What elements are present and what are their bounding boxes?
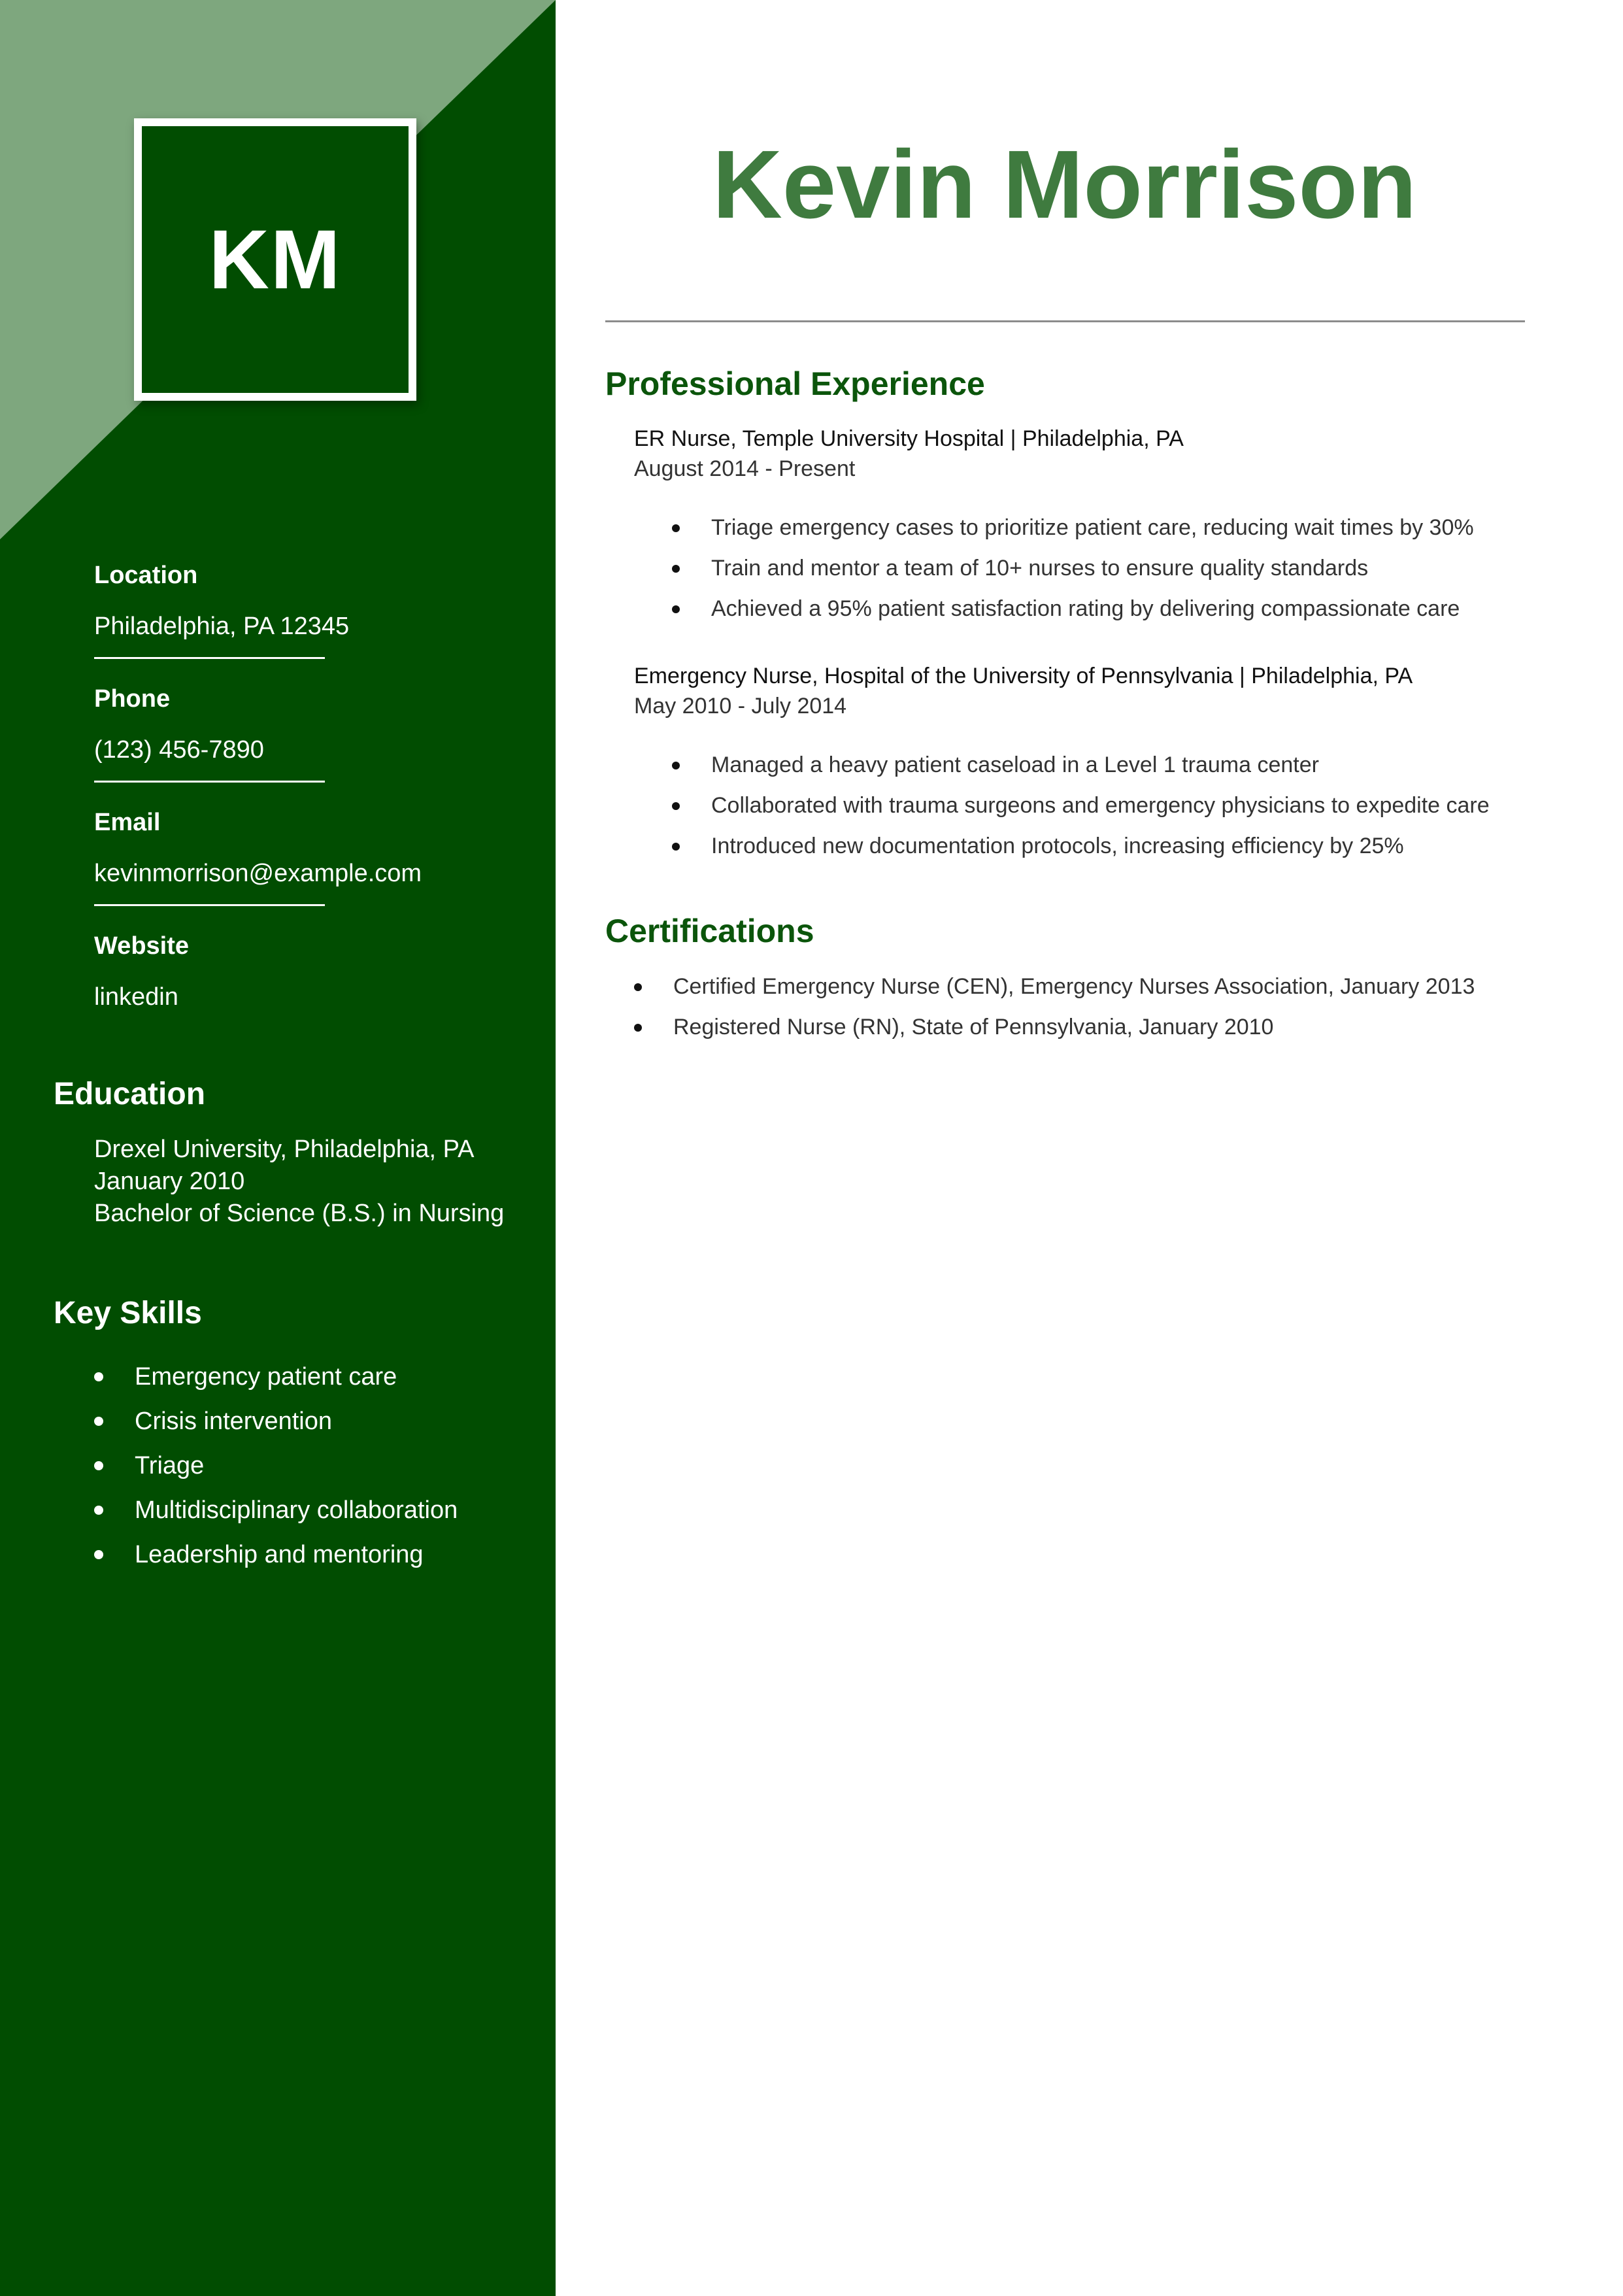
bullet-text: Train and mentor a team of 10+ nurses to ensure quality standards (711, 556, 1369, 581)
list-item (94, 1443, 519, 1488)
job-bullets (672, 745, 1549, 866)
certifications-list (634, 966, 1549, 1047)
skill-label: Multidisciplinary collaboration (135, 1496, 458, 1524)
skill-label: Leadership and mentoring (135, 1541, 424, 1568)
contact-website (94, 930, 499, 1013)
bullet-icon (94, 1372, 103, 1381)
website-label: Website (94, 932, 190, 960)
bullet-icon (634, 1024, 642, 1032)
education-degree: Bachelor of Science (B.S.) in Nursing (94, 1200, 505, 1227)
email-value[interactable]: kevinmorrison@example.com (94, 860, 422, 887)
location-value: Philadelphia, PA 12345 (94, 613, 350, 640)
list-item (672, 507, 1549, 548)
contact-location (94, 559, 499, 659)
email-label: Email (94, 809, 161, 836)
certification-text: Certified Emergency Nurse (CEN), Emergency Nurses Association, January 2013 (673, 974, 1475, 999)
header-divider (605, 320, 1525, 322)
bullet-icon (672, 565, 680, 573)
contact-info (94, 559, 499, 1013)
experience-title: Professional Experience (605, 365, 985, 402)
list-item (94, 1488, 519, 1532)
bullet-icon (94, 1417, 103, 1426)
list-item (634, 1007, 1549, 1047)
list-item (94, 1355, 519, 1399)
skill-label: Crisis intervention (135, 1408, 332, 1435)
certification-text: Registered Nurse (RN), State of Pennsylvania, January 2010 (673, 1015, 1274, 1039)
phone-value: (123) 456-7890 (94, 736, 264, 764)
list-item (672, 588, 1549, 629)
bullet-icon (672, 524, 680, 532)
education-title: Education (54, 1077, 206, 1111)
bullet-icon (672, 802, 680, 810)
list-item (94, 1532, 519, 1577)
bullet-icon (672, 605, 680, 613)
job-title: Emergency Nurse, Hospital of the University of Pennsylvania | Philadelphia, PA (634, 664, 1413, 688)
skill-label: Emergency patient care (135, 1363, 397, 1391)
bullet-icon (672, 762, 680, 769)
skills-list (94, 1355, 519, 1577)
education-date: January 2010 (94, 1168, 245, 1195)
education-school: Drexel University, Philadelphia, PA (94, 1136, 475, 1163)
phone-label: Phone (94, 685, 171, 713)
job-entry (634, 661, 1549, 866)
bullet-text: Collaborated with trauma surgeons and emergency physicians to expedite care (711, 793, 1490, 818)
page-title: Kevin Morrison (712, 131, 1417, 239)
skill-label: Triage (135, 1452, 205, 1479)
job-entry (634, 424, 1549, 629)
bullet-icon (94, 1506, 103, 1515)
website-link[interactable]: linkedin (94, 983, 178, 1011)
contact-divider (94, 781, 325, 783)
sidebar (0, 0, 556, 2296)
certifications-title: Certifications (605, 913, 814, 949)
contact-divider (94, 657, 325, 659)
bullet-icon (672, 843, 680, 851)
bullet-icon (634, 983, 642, 991)
contact-phone (94, 683, 499, 783)
contact-divider (94, 904, 325, 906)
list-item (672, 785, 1549, 826)
education-entry (94, 1134, 512, 1230)
job-title: ER Nurse, Temple University Hospital | Philadelphia, PA (634, 426, 1184, 451)
job-date: May 2010 - July 2014 (634, 694, 847, 718)
list-item (634, 966, 1549, 1007)
list-item (672, 548, 1549, 588)
list-item (672, 745, 1549, 785)
monogram-initials: KM (209, 212, 342, 307)
job-date: August 2014 - Present (634, 456, 856, 481)
skills-title: Key Skills (54, 1296, 202, 1330)
job-bullets (672, 507, 1549, 629)
bullet-text: Introduced new documentation protocols, increasing efficiency by 25% (711, 834, 1404, 858)
bullet-icon (94, 1461, 103, 1470)
list-item (672, 826, 1549, 866)
contact-email (94, 806, 499, 906)
bullet-text: Triage emergency cases to prioritize patient care, reducing wait times by 30% (711, 515, 1474, 540)
bullet-text: Achieved a 95% patient satisfaction rating by delivering compassionate care (711, 596, 1460, 621)
location-label: Location (94, 562, 198, 589)
bullet-icon (94, 1550, 103, 1559)
bullet-text: Managed a heavy patient caseload in a Level 1 trauma center (711, 752, 1319, 777)
list-item (94, 1399, 519, 1443)
monogram-badge (134, 118, 416, 401)
